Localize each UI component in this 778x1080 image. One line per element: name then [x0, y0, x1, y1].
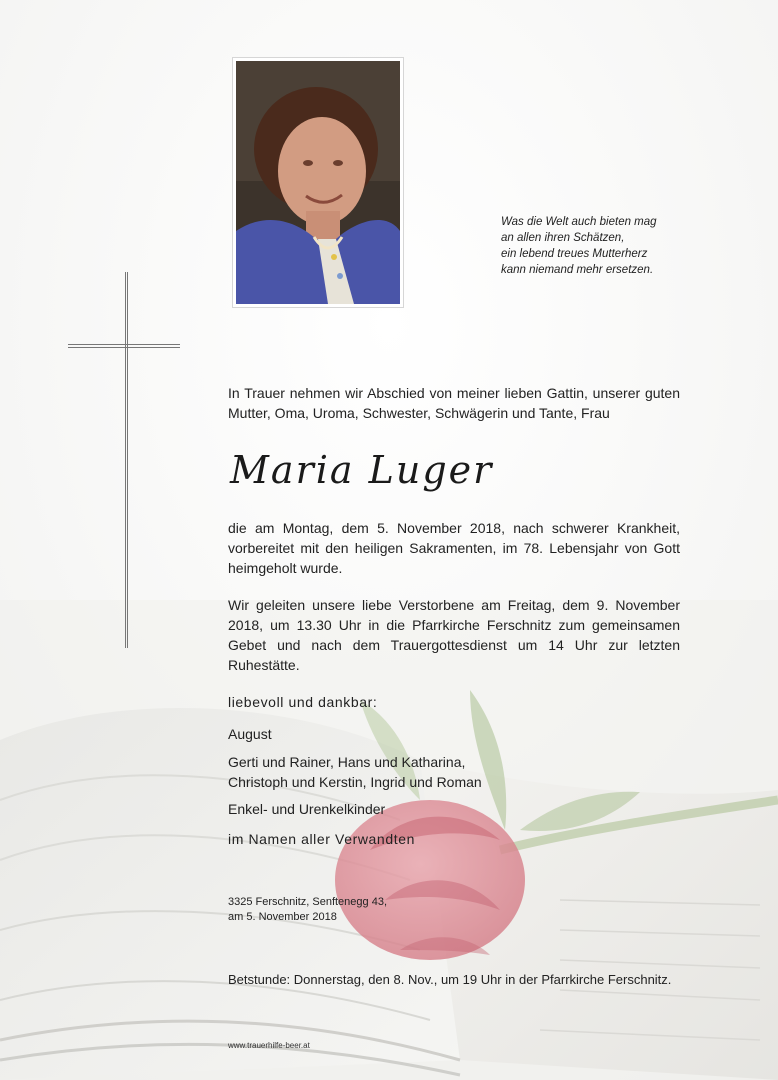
- portrait-photo: [236, 61, 400, 304]
- death-announcement: die am Montag, dem 5. November 2018, nach schwerer Krankheit, vorbereitet mit den heiligen Sakramenten, im 78. Lebensjahr von Gott heimgeholt wurde.: [228, 520, 680, 576]
- portrait-photo-frame: [232, 57, 404, 308]
- mourner-relatives: im Namen aller Verwandten: [228, 831, 415, 847]
- website-link[interactable]: www.trauerhilfe-beer.at: [228, 1041, 310, 1050]
- poem-line: ein lebend treues Mutterherz: [501, 248, 648, 260]
- intro-text: In Trauer nehmen wir Abschied von meiner lieben Gattin, unserer guten Mutter, Oma, Uroma, Schwester, Schwägerin und Tante, Frau: [228, 385, 680, 421]
- mourner-children-line: Christoph und Kerstin, Ingrid und Roman: [228, 774, 482, 790]
- prayer-hour: Betstunde: Donnerstag, den 8. Nov., um 19 Uhr in der Pfarrkirche Ferschnitz.: [228, 972, 672, 987]
- poem-line: kann niemand mehr ersetzen.: [501, 264, 654, 276]
- deceased-name: Maria Luger: [230, 448, 494, 492]
- cross-horizontal-bar: [68, 344, 180, 348]
- poem: [501, 214, 731, 278]
- poem-line: Was die Welt auch bieten mag: [501, 216, 657, 228]
- place-and-date: [228, 895, 387, 925]
- mourner-children-line: Gerti und Rainer, Hans und Katharina,: [228, 754, 466, 770]
- address: 3325 Ferschnitz, Senftenegg 43,: [228, 896, 387, 908]
- poem-line: an allen ihren Schätzen,: [501, 232, 625, 244]
- burial-details: Wir geleiten unsere liebe Verstorbene am Freitag, dem 9. November 2018, um 13.30 Uhr in die Pfarrkirche Ferschnitz zum gemeinsamen Gebet und nach dem Trauergottesdienst um 14 Uhr zur letzten Ruhestätte.: [228, 597, 680, 673]
- cross-vertical-bar: [125, 272, 128, 648]
- notice-date: am 5. November 2018: [228, 911, 337, 923]
- mourner-spouse: August: [228, 726, 272, 742]
- mourner-grandchildren: Enkel- und Urenkelkinder: [228, 801, 386, 817]
- thanks-label: liebevoll und dankbar:: [228, 694, 378, 710]
